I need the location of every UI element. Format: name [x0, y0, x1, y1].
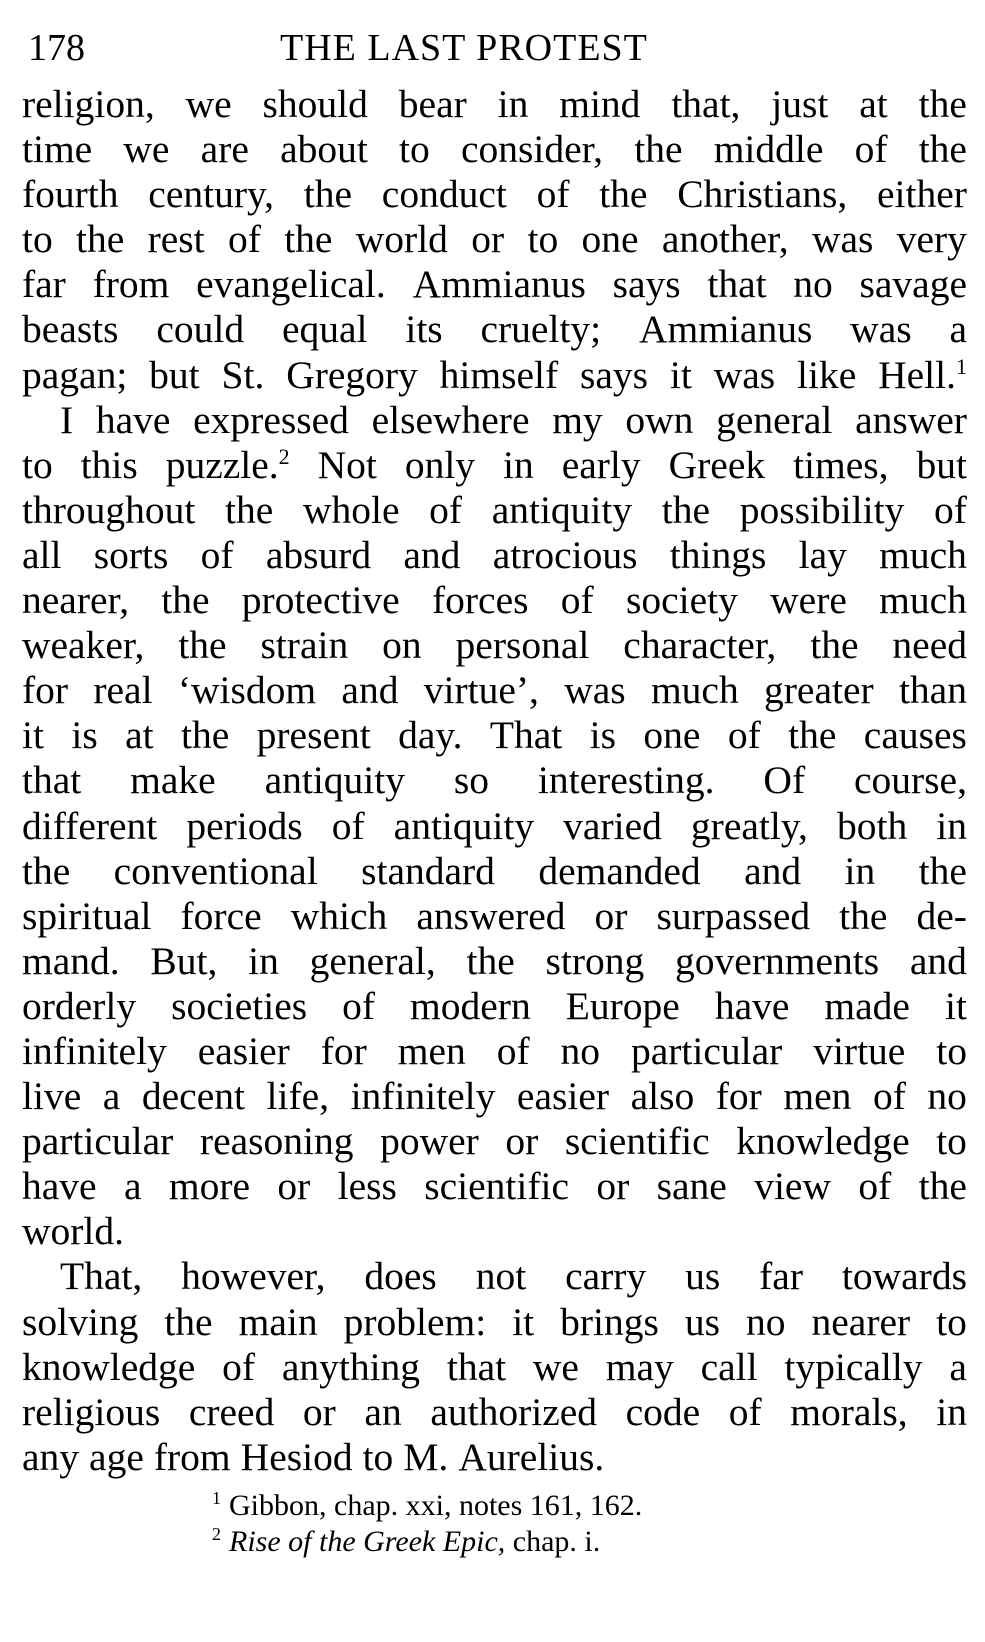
text-line: far from evangelical. Ammianus says that no savage: [22, 262, 967, 307]
text-line-with-footnote: to this puzzle.$^2$ Not only in early Greek times, but: [22, 442, 967, 487]
text-line: time we are about to consider, the middle of the: [22, 127, 967, 172]
text-line: live a decent life, infinitely easier also for men of no: [22, 1074, 967, 1119]
text-line: religious creed or an authorized code of morals, in: [22, 1389, 967, 1434]
footnote-reference: 2: [278, 443, 290, 469]
text-line: solving the main problem: it brings us no nearer to: [22, 1299, 967, 1344]
text-line: pagan; but St. Gregory himself says it was like Hell.$^1$: [22, 352, 967, 397]
text-line: fourth century, the conduct of the Christians, either: [22, 172, 967, 217]
text-line: it is at the present day. That is one of the causes: [22, 713, 967, 758]
text-line: all sorts of absurd and atrocious things lay much: [22, 532, 967, 577]
footnote-text: chap. i.: [505, 1525, 601, 1558]
text-line: for real ‘wisdom and virtue’, was much greater than: [22, 668, 967, 713]
book-page: [22, 18, 967, 1628]
footnote-number: 2: [212, 1524, 221, 1544]
text-line: that make antiquity so interesting. Of course,: [22, 758, 967, 803]
footnote: [212, 1488, 642, 1524]
text-line: religion, we should bear in mind that, just at the: [22, 82, 967, 126]
text-line: spiritual force which answered or surpassed the de-: [22, 893, 967, 938]
text-line: world.: [22, 1209, 125, 1254]
text-line: I have expressed elsewhere my own general answer: [60, 397, 967, 442]
text-line: infinitely easier for men of no particular virtue to: [22, 1028, 967, 1073]
text-line: weaker, the strain on personal character, the need: [22, 623, 967, 668]
running-title: THE LAST PROTEST: [280, 27, 648, 69]
text-line: nearer, the protective forces of society were much: [22, 578, 967, 623]
page-number: 178: [28, 27, 85, 69]
text-line: different periods of antiquity varied greatly, both in: [22, 803, 967, 848]
footnote-number: 1: [212, 1488, 221, 1508]
page-header: [22, 18, 967, 78]
text-line: That, however, does not carry us far towards: [60, 1254, 967, 1299]
text-line: orderly societies of modern Europe have made it: [22, 983, 967, 1028]
footnote: [212, 1524, 642, 1560]
text-line: knowledge of anything that we may call typically a: [22, 1344, 967, 1389]
footnote-text: Gibbon, chap. xxi, notes 161, 162.: [229, 1489, 643, 1522]
body-text: [22, 82, 967, 1480]
text-line: have a more or less scientific or sane view of the: [22, 1164, 967, 1209]
footnote-book-title: Rise of the Greek Epic,: [229, 1525, 506, 1558]
text-line: mand. But, in general, the strong governments and: [22, 938, 967, 983]
text-line: beasts could equal its cruelty; Ammianus was a: [22, 307, 967, 352]
footnote-reference: 1: [956, 353, 967, 379]
text-line: the conventional standard demanded and in the: [22, 848, 967, 893]
text-line: particular reasoning power or scientific knowledge to: [22, 1119, 967, 1164]
footnotes: [212, 1488, 642, 1560]
text-line: any age from Hesiod to M. Aurelius.: [22, 1434, 605, 1479]
text-line: throughout the whole of antiquity the possibility of: [22, 487, 967, 532]
text-line: to the rest of the world or to one another, was very: [22, 217, 967, 262]
